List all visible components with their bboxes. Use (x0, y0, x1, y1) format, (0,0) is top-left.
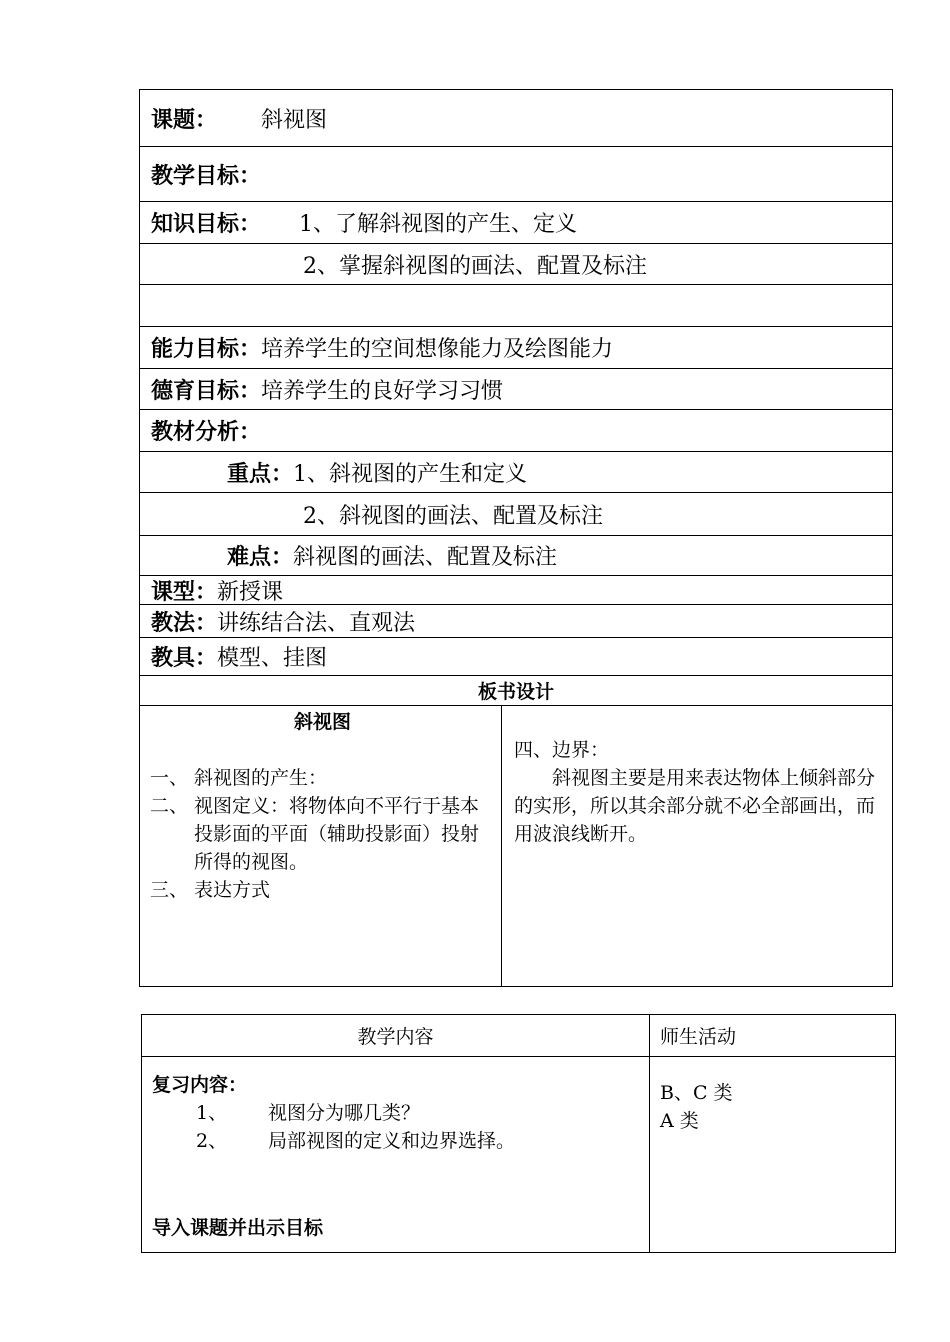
key-item-2: 2、斜视图的画法、配置及标注 (303, 503, 603, 529)
board-item (150, 876, 495, 904)
board-item (150, 764, 495, 792)
knowledge-label: 知识目标： (151, 212, 262, 237)
activity-line-1: B、C 类 (660, 1082, 733, 1104)
method-value: 讲练结合法、直观法 (217, 610, 416, 636)
knowledge-item-1: 1、了解斜视图的产生、定义 (299, 212, 578, 237)
board-item-text: 视图定义：将物体向不平行于基本投影面的平面（辅助投影面）投射所得的视图。 (194, 795, 480, 873)
board-item-num: 二、 (150, 795, 189, 817)
header-content: 教学内容 (142, 1015, 650, 1057)
board-right-heading: 四、边界： (514, 739, 610, 761)
board-right-text: 斜视图主要是用来表达物体上倾斜部分的实形，所以其余部分就不必全部画出，而用波浪线断开。 (514, 767, 876, 845)
analysis-label: 教材分析： (151, 420, 262, 445)
key-item-1: 1、斜视图的产生和定义 (293, 461, 528, 487)
review-item-text: 视图分为哪几类？ (268, 1102, 421, 1124)
difficulty-label: 难点： (227, 545, 294, 570)
type-label: 课型： (151, 579, 218, 605)
board-item (150, 792, 495, 876)
key-row-1 (140, 452, 892, 493)
empty-row (140, 285, 892, 327)
teaching-content-table (141, 1014, 896, 1253)
tools-value: 模型、挂图 (217, 646, 328, 671)
type-value: 新授课 (217, 579, 284, 605)
header-activity: 师生活动 (650, 1015, 895, 1057)
knowledge-row-1 (140, 202, 892, 244)
difficulty-value: 斜视图的画法、配置及标注 (293, 545, 558, 570)
goals-label: 教学目标： (151, 163, 262, 189)
board-design-heading (140, 676, 892, 706)
review-item-num: 1、 (196, 1102, 228, 1124)
board-right-column (502, 706, 892, 986)
review-item (152, 1099, 641, 1127)
board-item-text: 斜视图的产生： (194, 767, 328, 789)
topic-value: 斜视图 (261, 107, 328, 133)
review-item (152, 1127, 641, 1155)
board-left-column (140, 706, 502, 986)
board-item-num: 三、 (150, 879, 189, 901)
ability-label: 能力目标： (151, 337, 262, 362)
key-row-2 (140, 493, 892, 536)
board-heading-text: 板书设计 (477, 681, 554, 703)
analysis-row (140, 410, 892, 452)
activity-line-2: A 类 (660, 1110, 699, 1132)
tools-row (140, 638, 892, 676)
type-row (140, 576, 892, 605)
goals-row (140, 147, 892, 202)
activity-cell (650, 1057, 895, 1252)
key-label: 重点： (227, 461, 294, 487)
review-item-text: 局部视图的定义和边界选择。 (268, 1130, 516, 1152)
board-item-text: 表达方式 (194, 879, 271, 901)
lesson-plan-table (139, 89, 893, 987)
board-left-title: 斜视图 (293, 711, 351, 733)
method-label: 教法： (151, 610, 218, 636)
moral-label: 德育目标： (151, 378, 262, 404)
board-design-body (140, 706, 892, 986)
knowledge-row-2 (140, 244, 892, 285)
moral-row (140, 369, 892, 410)
review-label: 复习内容： (152, 1074, 248, 1096)
review-item-num: 2、 (196, 1130, 228, 1152)
content-cell (142, 1057, 650, 1252)
topic-row (140, 90, 892, 147)
method-row (140, 605, 892, 638)
topic-label: 课题： (151, 107, 218, 133)
knowledge-item-2: 2、掌握斜视图的画法、配置及标注 (303, 253, 647, 279)
difficulty-row (140, 536, 892, 576)
board-item-num: 一、 (150, 767, 189, 789)
moral-value: 培养学生的良好学习习惯 (261, 378, 504, 404)
intro-text: 导入课题并出示目标 (152, 1217, 324, 1239)
ability-value: 培养学生的空间想像能力及绘图能力 (261, 337, 614, 362)
ability-row (140, 327, 892, 369)
tools-label: 教具： (151, 646, 218, 671)
